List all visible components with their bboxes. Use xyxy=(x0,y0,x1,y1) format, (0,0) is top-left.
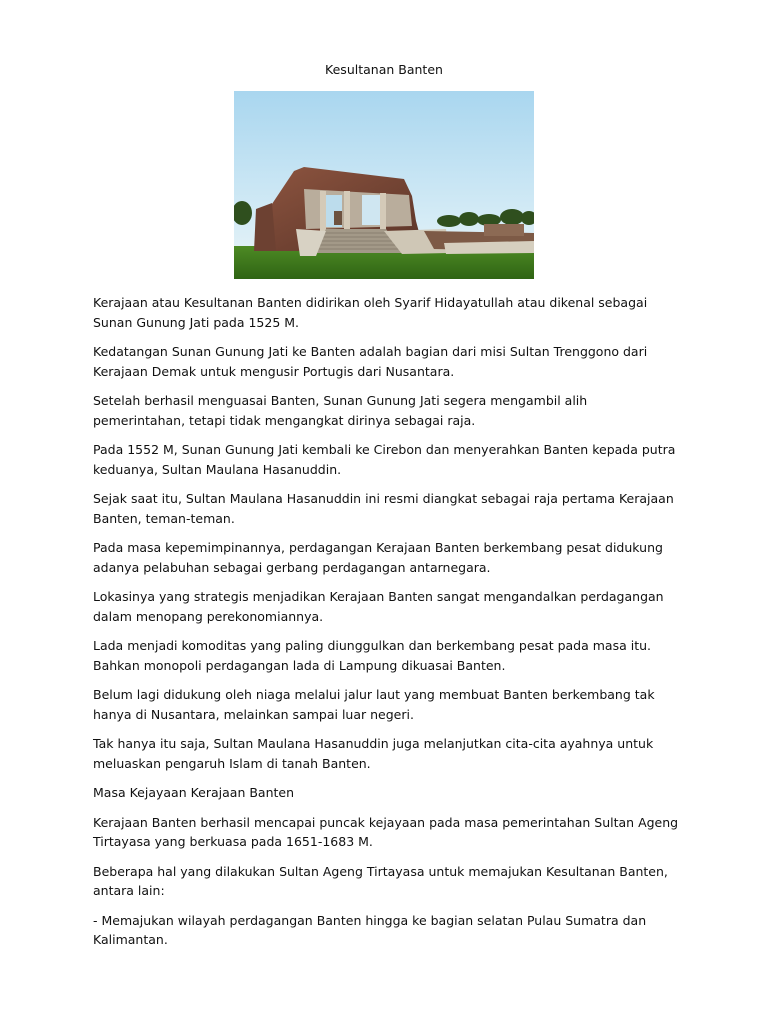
paragraph: Kerajaan atau Kesultanan Banten didirikan oleh Syarif Hidayatullah atau dikenal sebagai Sunan Gunung Jati pada 1525 M. xyxy=(93,295,648,330)
list-item: - Memajukan wilayah perdagangan Banten hingga ke bagian selatan Pulau Sumatra dan Kalimantan. xyxy=(93,912,647,947)
paragraph: Pada masa kepemimpinannya, perdagangan Kerajaan Banten berkembang pesat didukung adanya pelabuhan sebagai gerbang perdagangan antarnegara. xyxy=(93,540,663,575)
paragraph: Sejak saat itu, Sultan Maulana Hasanuddin ini resmi diangkat sebagai raja pertama Kerajaan Banten, teman-teman. xyxy=(93,491,674,526)
document-body xyxy=(93,293,683,960)
paragraph: Belum lagi didukung oleh niaga melalui jalur laut yang membuat Banten berkembang tak hanya di Nusantara, melainkan sampai luar negeri. xyxy=(93,687,655,722)
paragraph: Setelah berhasil menguasai Banten, Sunan Gunung Jati segera mengambil alih pemerintahan, tetapi tidak mengangkat dirinya sebagai raja. xyxy=(93,393,588,428)
paragraph: Lada menjadi komoditas yang paling diunggulkan dan berkembang pesat pada masa itu. Bahkan monopoli perdagangan lada di Lampung dikuasai Banten. xyxy=(93,638,651,673)
paragraph: Tak hanya itu saja, Sultan Maulana Hasanuddin juga melanjutkan cita-cita ayahnya untuk meluaskan pengaruh Islam di tanah Banten. xyxy=(93,736,654,771)
paragraph: Beberapa hal yang dilakukan Sultan Ageng Tirtayasa untuk memajukan Kesultanan Banten, antara lain: xyxy=(93,863,668,898)
paragraph: Pada 1552 M, Sunan Gunung Jati kembali ke Cirebon dan menyerahkan Banten kepada putra keduanya, Sultan Maulana Hasanuddin. xyxy=(93,442,676,477)
paragraph: Kedatangan Sunan Gunung Jati ke Banten adalah bagian dari misi Sultan Trenggono dari Kerajaan Demak untuk mengusir Portugis dari Nusantara. xyxy=(93,344,648,379)
section-heading: Masa Kejayaan Kerajaan Banten xyxy=(93,785,295,800)
document-title: Kesultanan Banten xyxy=(325,62,443,77)
banten-ruins-photo xyxy=(234,91,534,279)
paragraph: Lokasinya yang strategis menjadikan Kerajaan Banten sangat mengandalkan perdagangan dalam menopang perekonomiannya. xyxy=(93,589,664,624)
paragraph: Kerajaan Banten berhasil mencapai puncak kejayaan pada masa pemerintahan Sultan Ageng Tirtayasa yang berkuasa pada 1651-1683 M. xyxy=(93,814,679,849)
